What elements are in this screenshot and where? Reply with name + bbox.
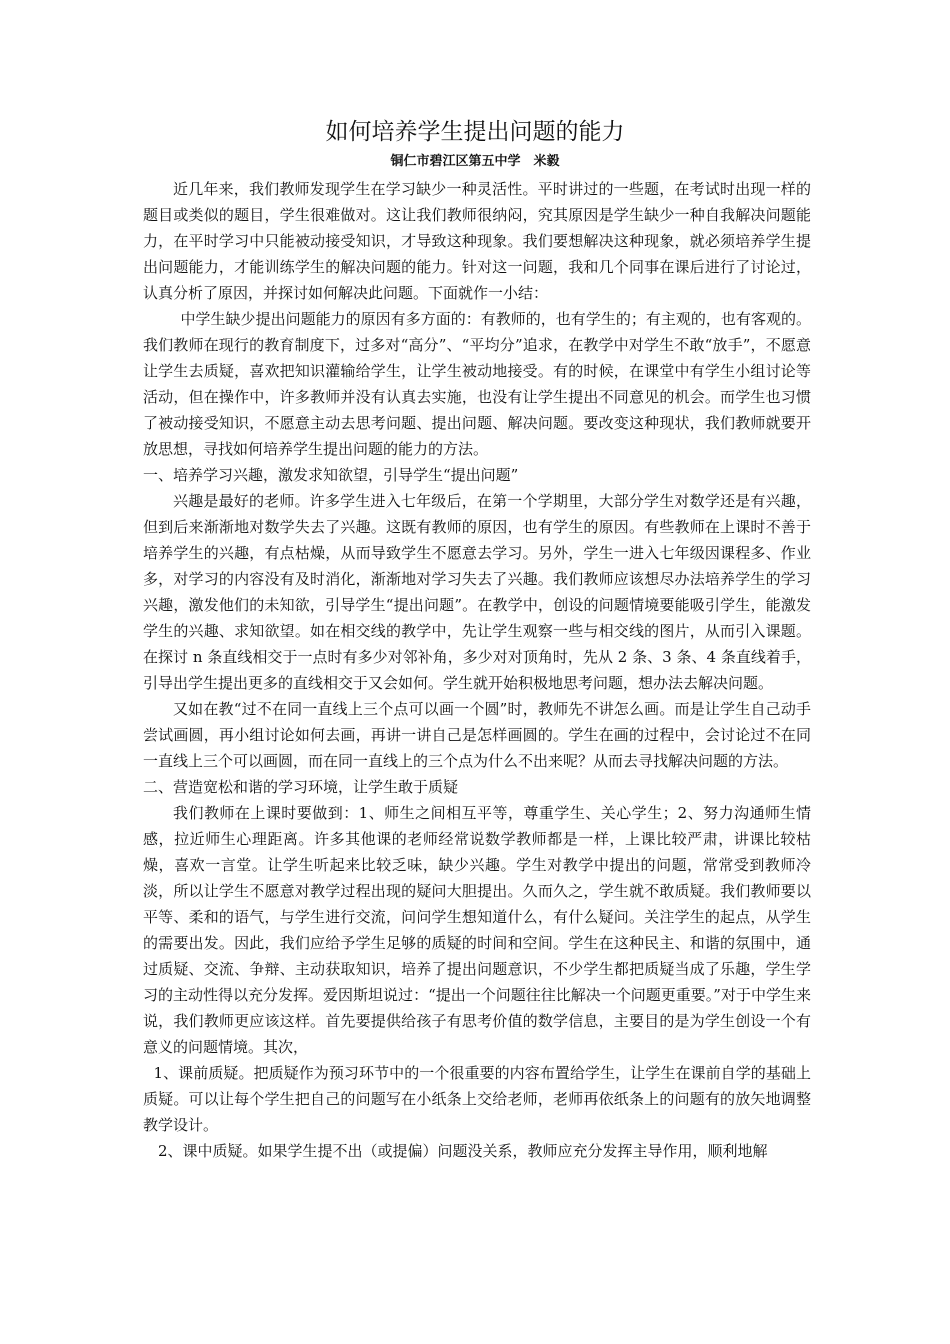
causes-paragraph: 中学生缺少提出问题能力的原因有多方面的：有教师的，也有学生的；有主观的，也有客观的。我们教师在现行的教育制度下，过多对“高分”、“平均分”追求，在教学中对学生不敢“放手”，不愿意让学生去质疑，喜欢把知识灌输给学生，让学生被动地接受。有的时候，在课堂中有学生小组讨论等活动，但在操作中，许多教师并没有认真去实施，也没有让学生提出不同意见的机会。而学生也习惯了被动接受知识，不愿意主动去思考问题、提出问题、解决问题。要改变这种现状，我们教师就要开放思想，寻找如何培养学生提出问题的能力的方法。 xyxy=(143,310,811,458)
intro-paragraph: 近几年来，我们教师发现学生在学习缺少一种灵活性。平时讲过的一些题，在考试时出现一样的题目或类似的题目，学生很难做对。这让我们教师很纳闷，究其原因是学生缺少一种自我解决问题能力，在平时学习中只能被动接受知识，才导致这种现象。我们要想解决这种现象，就必须培养学生提出问题能力，才能训练学生的解决问题的能力。针对这一问题，我和几个同事在课后进行了讨论过，认真分析了原因，并探讨如何解决此问题。下面就作一小结： xyxy=(143,180,811,302)
document-author: 铜仁市碧江区第五中学 米毅 xyxy=(390,154,560,169)
environment-paragraph: 我们教师在上课时要做到：1、师生之间相互平等，尊重学生、关心学生；2、努力沟通师生情感，拉近师生心理距离。许多其他课的老师经常说数学教师都是一样，上课比较严肃，讲课比较枯燥，喜欢一言堂。让学生听起来比较乏味，缺少兴趣。学生对教学中提出的问题，常常受到教师冷淡，所以让学生不愿意对教学过程出现的疑问大胆提出。久而久之，学生就不敢质疑。我们教师要以平等、柔和的语气，与学生进行交流，问问学生想知道什么，有什么疑问。关注学生的起点，从学生的需要出发。因此，我们应给予学生足够的质疑的时间和空间。学生在这种民主、和谐的氛围中，通过质疑、交流、争辩、主动获取知识，培养了提出问题意识，不少学生都把质疑当成了乐趣，学生学习的主动性得以充分发挥。爱因斯坦说过：“提出一个问题往往比解决一个问题更重要。”对于中学生来说，我们教师更应该这样。首先要提供给孩子有思考价值的数学信息，主要目的是为学生创设一个有意义的问题情境。其次， xyxy=(143,804,811,1056)
circle-example-paragraph: 又如在教“过不在同一直线上三个点可以画一个圆”时，教师先不讲怎么画。而是让学生自己动手尝试画圆，再小组讨论如何去画，再讲一讲自己是怎样画圆的。学生在画的过程中，会讨论过不在同一直线上三个可以画圆，而在同一直线上的三个点为什么不出来呢？从而去寻找解决问题的方法。 xyxy=(143,700,811,770)
document-title: 如何培养学生提出问题的能力 xyxy=(325,119,625,145)
document-body xyxy=(143,176,811,1164)
section-heading-1: 一、培养学习兴趣，激发求知欲望，引导学生“提出问题” xyxy=(143,466,519,484)
section-heading-2: 二、营造宽松和谐的学习环境，让学生敢于质疑 xyxy=(143,778,459,796)
pre-class-questioning-paragraph: 1、课前质疑。把质疑作为预习环节中的一个很重要的内容布置给学生，让学生在课前自学的基础上质疑。可以让每个学生把自己的问题写在小纸条上交给老师，老师再依纸条上的问题有的放矢地调整教学设计。 xyxy=(143,1064,811,1134)
in-class-questioning-paragraph: 2、课中质疑。如果学生提不出（或提偏）问题没关系，教师应充分发挥主导作用，顺利地解 xyxy=(158,1142,768,1160)
interest-paragraph: 兴趣是最好的老师。许多学生进入七年级后，在第一个学期里，大部分学生对数学还是有兴趣，但到后来渐渐地对数学失去了兴趣。这既有教师的原因，也有学生的原因。有些教师在上课时不善于培养学生的兴趣，有点枯燥，从而导致学生不愿意去学习。另外，学生一进入七年级因课程多、作业多，对学习的内容没有及时消化，渐渐地对学习失去了兴趣。我们教师应该想尽办法培养学生的学习兴趣，激发他们的未知欲，引导学生“提出问题”。在教学中，创设的问题情境要能吸引学生，能激发学生的兴趣、求知欲望。如在相交线的教学中，先让学生观察一些与相交线的图片，从而引入课题。在探讨 n 条直线相交于一点时有多少对邻补角，多少对对顶角时，先从 2 条、3 条、4 条直线着手，引导出学生提出更多的直线相交于又会如何。学生就开始积极地思考问题，想办法去解决问题。 xyxy=(143,492,811,692)
